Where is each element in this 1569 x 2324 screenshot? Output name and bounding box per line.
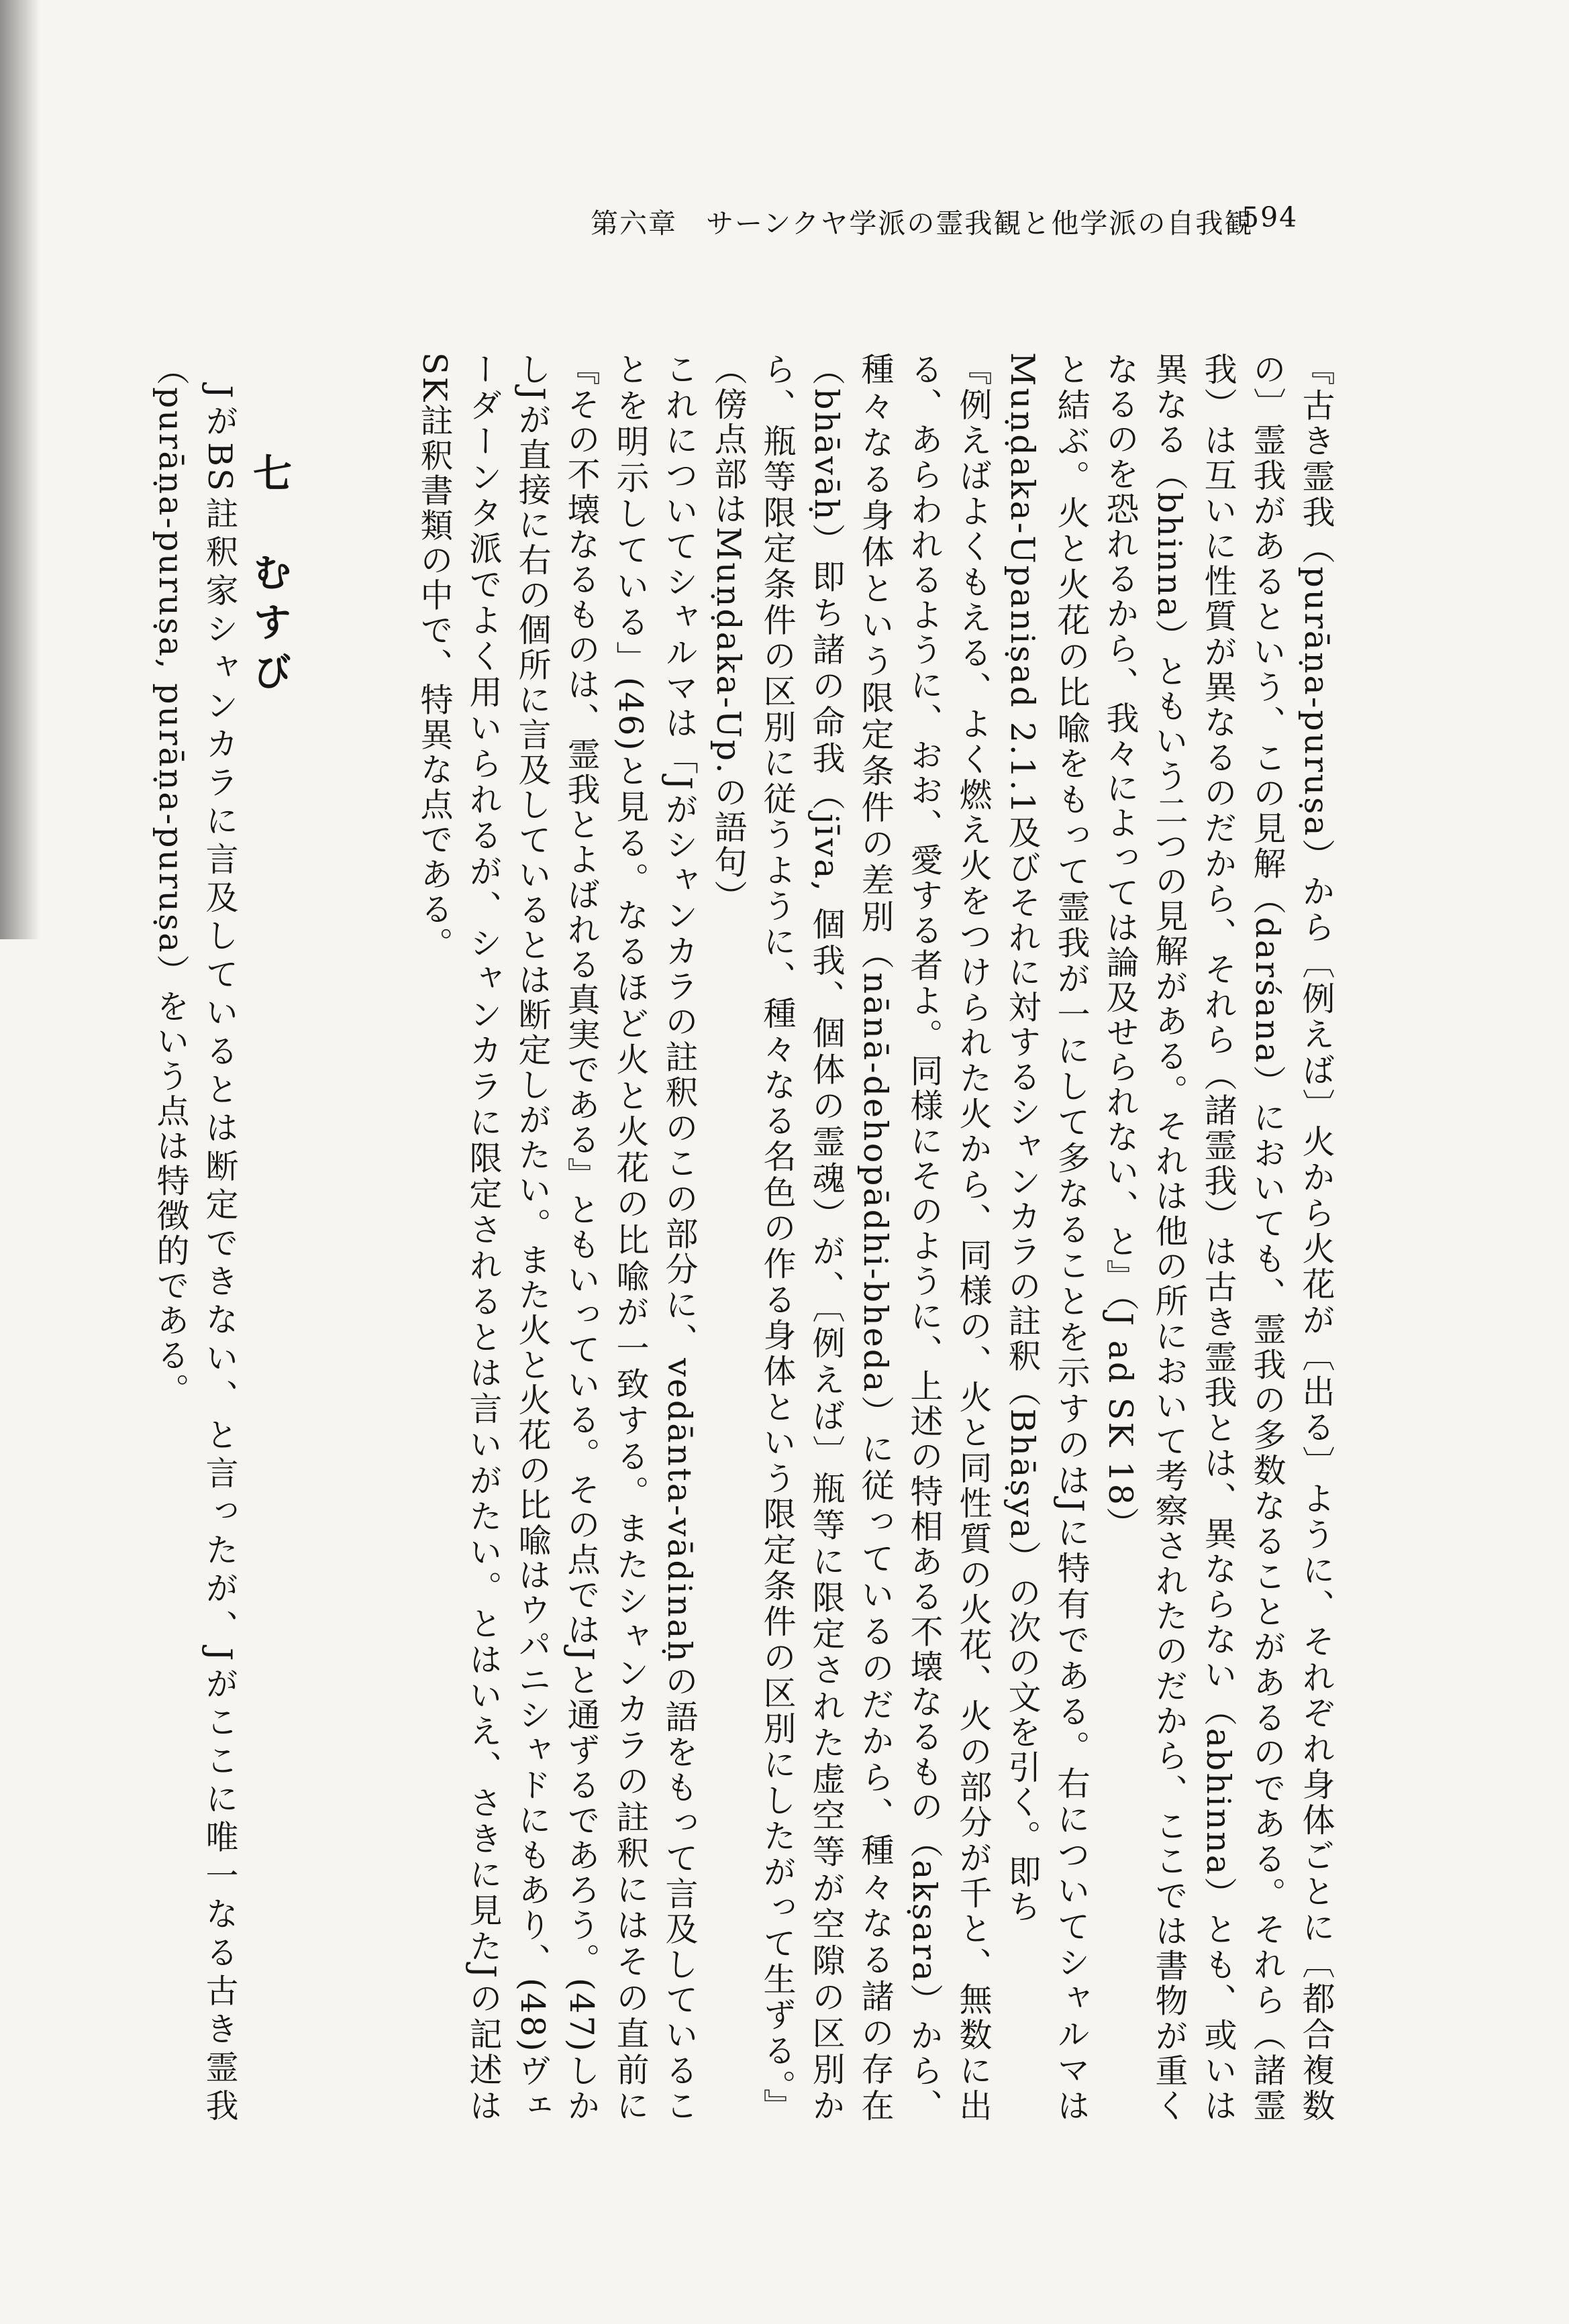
paragraph-closing: JがBS註釈家シャンカラに言及しているとは断定できない、と言ったが、Jがここに唯一なる古き霊我（purāṇa-puruṣa, purāṇa-puruṣa）をいう点は特徴的である。 xyxy=(152,352,239,2123)
chapter-title: 第六章 サーンクヤ学派の霊我観と他学派の自我観 xyxy=(591,207,1254,240)
paragraph-quote-1: 『古き霊我（purāṇa-puruṣa）から〔例えば〕火から火花が〔出る〕ように、それぞれ身体ごとに〔都合複数の〕霊我があるという、この見解（darśana）においても、霊我の多数なることがあるのである。それら（諸霊我）は互いに性質が異なるのだから、それら（諸霊我）は古き霊我とは、異ならない（abhinna）とも、或いは異なる（bhinna）ともいう二つの見解がある。それは他の所において考察されたのだから、ここでは書物が重くなるのを恐れるから、我々によっては論及せられない、と』（J ad SK 18） xyxy=(1101,352,1335,2123)
paragraph-4: これについてシャルマは「Jがシャンカラの註釈のこの部分に、vedānta-vādinaḥの語をもって言及していることを明示している」(46)と見る。なるほど火と火花の比喩が一致する。またシャンカラの註釈にはその直前に『その不壊なるものは、霊我とよばれる真実である』ともいっている。その点ではJと通ずるであろう。(47)しかしJが直接に右の個所に言及しているとは断定しがたい。また火と火花の比喩はウパニシャドにもあり、(48)ヴェーダーンタ派でよく用いられるが、シャンカラに限定されるとは言いがたい。とはいえ、さきに見たJの記述はSK註釈書類の中で、特異な点である。 xyxy=(415,352,699,2123)
running-header xyxy=(591,201,1299,241)
paragraph-2: と結ぶ。火と火花の比喩をもって霊我が一にして多なることを示すのはJに特有である。右についてシャルマはMuṇḍaka-Upaniṣad 2.1.1及びそれに対するシャンカラの註釈（Bhāṣya）の次の文を引く。即ち xyxy=(1003,352,1091,2123)
section-heading: 七 むすび xyxy=(246,453,292,701)
page-number: 594 xyxy=(1242,201,1299,233)
vertical-body-text xyxy=(152,352,1341,2123)
page-edge-shadow xyxy=(0,0,40,939)
paragraph-quote-3: 『例えばよくもえる、よく燃え火をつけられた火から、同様の、火と同性質の火花、火の部分が千と、無数に出る、あらわれるように、おお、愛する者よ。同様にそのように、上述の特相ある不壊なるもの（akṣara）から、種々なる身体という限定条件の差別（nānā-dehopādhi-bheda）に従っているのだから、種々なる諸の存在（bhāvāḥ）即ち諸の命我（jīva, 個我、個体の霊魂）が、〔例えば〕瓶等に限定された虚空等が空隙の区別から、瓶等限定条件の区別に従うように、種々なる名色の作る身体という限定条件の区別にしたがって生ずる。』（傍点部はMuṇḍaka-Up.の語句） xyxy=(709,352,993,2123)
